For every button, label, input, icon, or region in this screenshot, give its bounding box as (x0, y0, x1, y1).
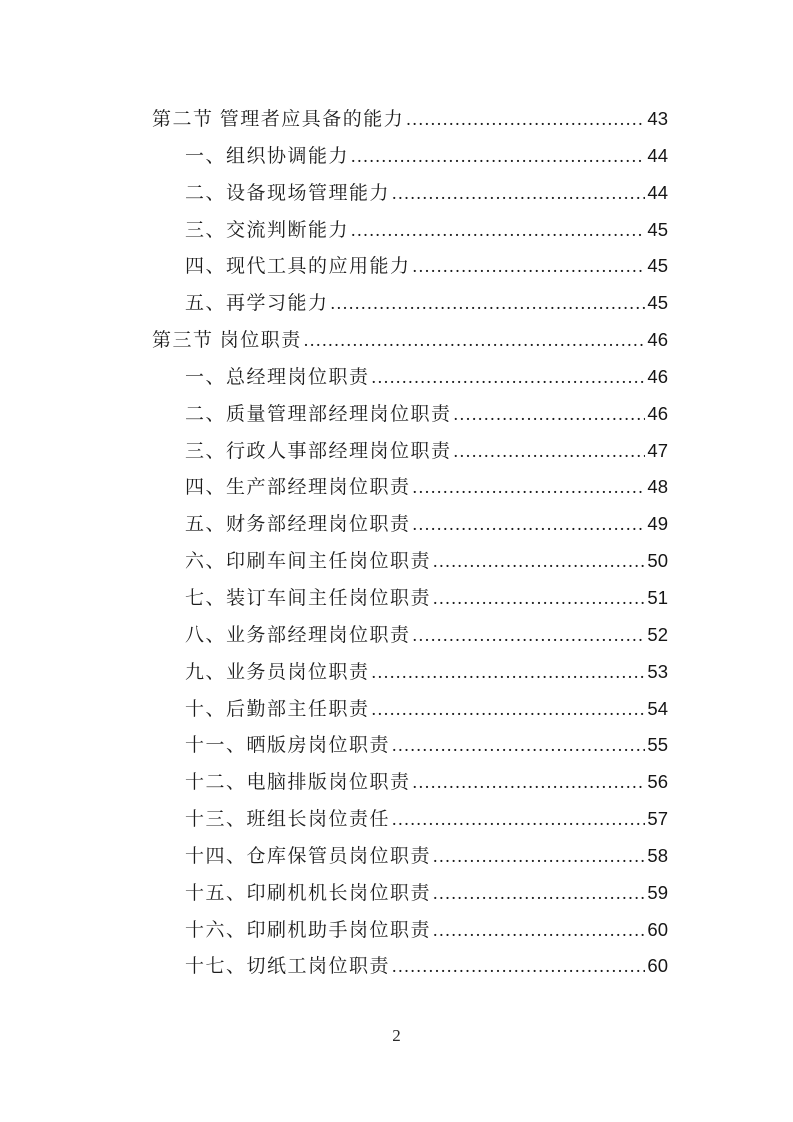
toc-entry-page-number: 52 (647, 623, 668, 645)
toc-entry-title: 第三节 岗位职责 (152, 330, 302, 352)
toc-entry-page-number: 49 (647, 513, 668, 535)
toc-entry-page-number: 54 (647, 697, 668, 719)
toc-entry[interactable] (0, 838, 793, 875)
toc-entry-page-number: 46 (647, 365, 668, 387)
toc-entry-page-number: 44 (647, 181, 668, 203)
toc-entry-page-number: 45 (647, 255, 668, 277)
dot-leader (304, 322, 646, 359)
toc-entry-page-number: 43 (647, 108, 668, 129)
toc-entry[interactable] (0, 175, 793, 212)
toc-entry[interactable] (0, 875, 793, 912)
toc-entry[interactable] (0, 912, 793, 949)
toc-entry-page-number: 46 (647, 329, 668, 351)
toc-entry-title: 五、再学习能力 (185, 293, 329, 315)
toc-entry[interactable] (0, 948, 793, 985)
toc-entry-title: 二、设备现场管理能力 (185, 182, 391, 204)
dot-leader (392, 948, 645, 985)
toc-entry-page-number: 45 (647, 292, 668, 314)
toc-entry-title: 二、质量管理部经理岗位职责 (185, 403, 452, 425)
dot-leader (433, 543, 645, 580)
dot-leader (406, 101, 645, 138)
toc-entry[interactable] (0, 727, 793, 764)
toc-entry-title: 十四、仓库保管员岗位职责 (185, 845, 432, 867)
dot-leader (433, 580, 645, 617)
toc-entry[interactable] (0, 469, 793, 506)
toc-entry[interactable] (0, 396, 793, 433)
dot-leader (433, 838, 645, 875)
dot-leader (433, 912, 645, 949)
dot-leader (413, 469, 646, 506)
toc-entry-page-number: 60 (647, 918, 668, 940)
toc-entry-page-number: 44 (647, 144, 668, 166)
toc-entry-page-number: 48 (647, 476, 668, 498)
toc-entry-page-number: 46 (647, 402, 668, 424)
toc-entry[interactable] (0, 322, 793, 359)
toc-entry-title: 一、总经理岗位职责 (185, 366, 370, 388)
toc-entry[interactable] (0, 617, 793, 654)
toc-entry[interactable] (0, 764, 793, 801)
dot-leader (351, 212, 645, 249)
dot-leader (372, 359, 646, 396)
toc-entry-page-number: 58 (647, 844, 668, 866)
toc-entry-title: 第二节 管理者应具备的能力 (152, 109, 405, 130)
dot-leader (413, 764, 646, 801)
toc-entry[interactable] (0, 654, 793, 691)
toc-entry-page-number: 60 (647, 955, 668, 977)
toc-entry-title: 九、业务员岗位职责 (185, 661, 370, 683)
dot-leader (351, 138, 645, 175)
toc-entry[interactable] (0, 691, 793, 728)
toc-entry-page-number: 50 (647, 550, 668, 572)
toc-entry-title: 三、交流判断能力 (185, 219, 350, 241)
toc-entry[interactable] (0, 506, 793, 543)
dot-leader (454, 396, 646, 433)
toc-entry-title: 十一、晒版房岗位职责 (185, 735, 391, 757)
table-of-contents (0, 101, 793, 985)
toc-entry-title: 十、后勤部主任职责 (185, 698, 370, 720)
toc-entry-page-number: 45 (647, 218, 668, 240)
dot-leader (454, 433, 646, 470)
dot-leader (413, 506, 646, 543)
toc-entry-title: 十五、印刷机机长岗位职责 (185, 882, 432, 904)
toc-entry-page-number: 51 (647, 586, 668, 608)
toc-entry-title: 七、装订车间主任岗位职责 (185, 587, 432, 609)
toc-entry-page-number: 55 (647, 734, 668, 756)
dot-leader (372, 654, 646, 691)
toc-entry-title: 十六、印刷机助手岗位职责 (185, 919, 432, 941)
toc-entry-title: 六、印刷车间主任岗位职责 (185, 551, 432, 573)
footer-page-number: 2 (392, 1026, 401, 1045)
dot-leader (392, 727, 645, 764)
dot-leader (372, 691, 646, 728)
toc-entry-title: 八、业务部经理岗位职责 (185, 624, 411, 646)
toc-entry[interactable] (0, 543, 793, 580)
toc-entry-title: 三、行政人事部经理岗位职责 (185, 440, 452, 462)
toc-entry-title: 十七、切纸工岗位职责 (185, 956, 391, 978)
toc-entry-title: 四、生产部经理岗位职责 (185, 477, 411, 499)
dot-leader (413, 617, 646, 654)
toc-entry[interactable] (0, 433, 793, 470)
toc-entry-title: 十三、班组长岗位责任 (185, 809, 391, 831)
dot-leader (331, 285, 646, 322)
toc-entry-page-number: 47 (647, 439, 668, 461)
toc-entry[interactable] (0, 138, 793, 175)
toc-entry[interactable] (0, 801, 793, 838)
toc-entry-page-number: 56 (647, 771, 668, 793)
dot-leader (433, 875, 645, 912)
page-footer (0, 1026, 793, 1046)
toc-entry-title: 四、现代工具的应用能力 (185, 256, 411, 278)
toc-entry[interactable] (0, 285, 793, 322)
toc-entry-title: 十二、电脑排版岗位职责 (185, 772, 411, 794)
toc-entry-title: 一、组织协调能力 (185, 145, 350, 167)
toc-entry-page-number: 57 (647, 808, 668, 830)
toc-entry[interactable] (0, 359, 793, 396)
toc-entry[interactable] (0, 248, 793, 285)
toc-entry[interactable] (0, 101, 793, 138)
toc-entry-page-number: 53 (647, 660, 668, 682)
toc-entry-page-number: 59 (647, 881, 668, 903)
dot-leader (392, 175, 645, 212)
toc-entry-title: 五、财务部经理岗位职责 (185, 514, 411, 536)
dot-leader (392, 801, 645, 838)
dot-leader (413, 248, 646, 285)
toc-entry[interactable] (0, 212, 793, 249)
toc-entry[interactable] (0, 580, 793, 617)
